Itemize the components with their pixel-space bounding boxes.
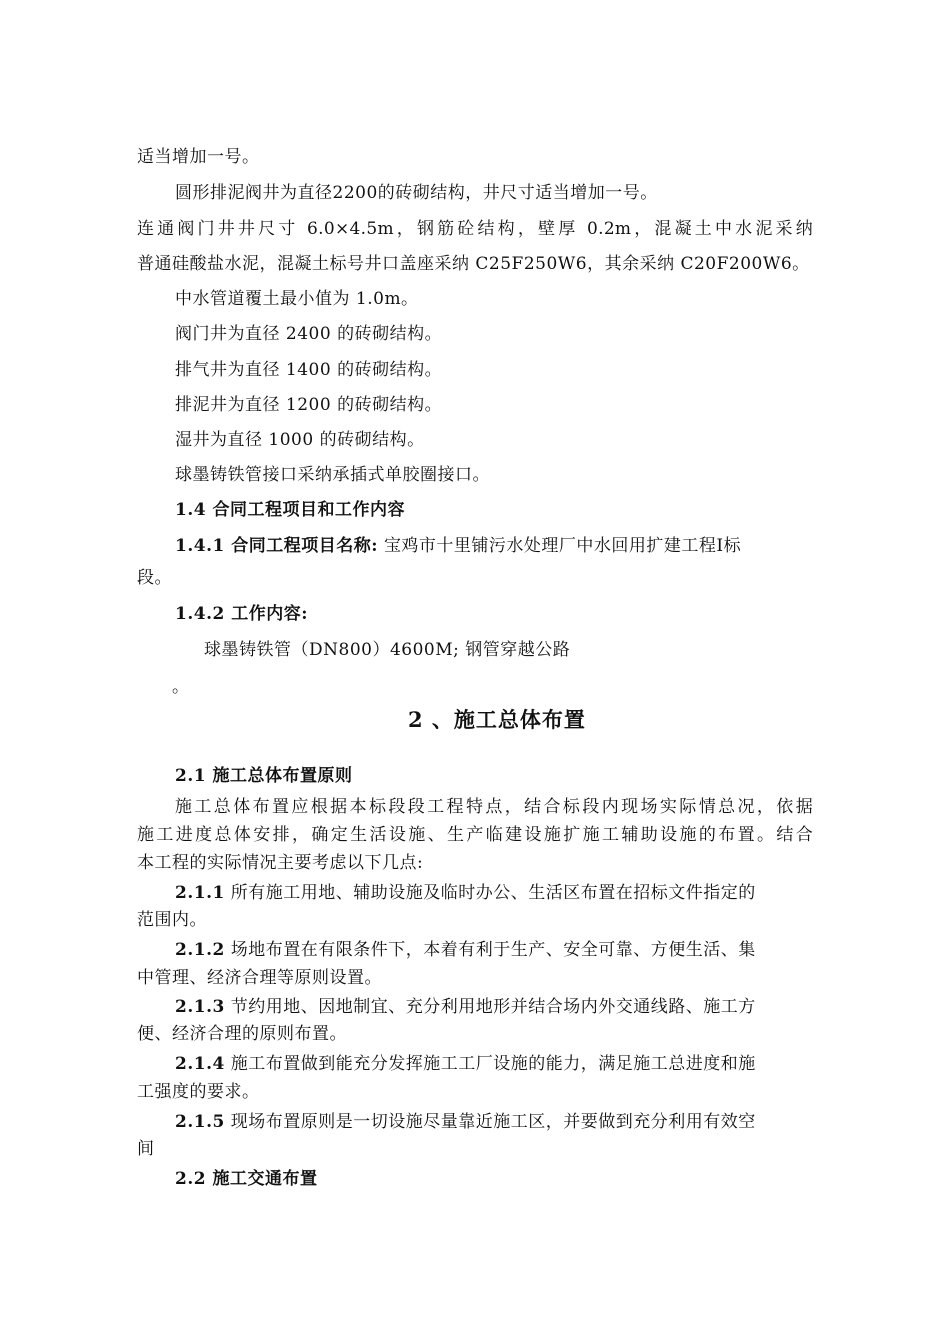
paragraph-line: 中管理、经济合理等原则设置。: [137, 968, 382, 988]
paragraph-line: 球墨铸铁管接口采纳承插式单胶圈接口。: [175, 465, 490, 485]
item-number: 2.1.4: [175, 1054, 225, 1074]
paragraph-line: 。: [172, 677, 190, 697]
paragraph-line: 阀门井为直径 2400 的砖砌结构。: [175, 324, 443, 344]
item-number: 2.1.1: [175, 883, 225, 903]
item-text: 施工布置做到能充分发挥施工工厂设施的能力，满足施工总进度和施: [224, 1054, 756, 1074]
paragraph-line: 便、经济合理的原则布置。: [137, 1024, 347, 1044]
numbered-item-2-1-5: [175, 1111, 756, 1133]
work-content-line: 球墨铸铁管（DN800）4600M; 钢管穿越公路: [204, 640, 571, 660]
numbered-item-2-1-4: [175, 1053, 756, 1075]
paragraph-line: 适当增加一号。: [137, 147, 260, 167]
paragraph-line: 范围内。: [137, 910, 207, 930]
item-number: 2.1.2: [175, 940, 225, 960]
paragraph-line: 段。: [137, 568, 172, 588]
contract-name: 宝鸡市十里铺污水处理厂中水回用扩建工程Ⅰ标: [383, 536, 742, 556]
paragraph-line: 湿井为直径 1000 的砖砌结构。: [175, 430, 425, 450]
item-text: 现场布置原则是一切设施尽量靠近施工区，并要做到充分利用有效空: [224, 1112, 756, 1132]
item-text: 场地布置在有限条件下，本着有利于生产、安全可靠、方便生活、集: [224, 940, 756, 960]
paragraph-line: 本工程的实际情况主要考虑以下几点:: [137, 853, 424, 873]
chapter-heading-2: 2 、施工总体布置: [408, 707, 586, 732]
paragraph-line: 施工总体布置应根据本标段段工程特点，结合标段内现场实际情总况，依据: [175, 797, 813, 817]
paragraph-line: 工强度的要求。: [137, 1082, 260, 1102]
numbered-item-2-1-3: [175, 996, 756, 1018]
contract-name-line: [175, 535, 741, 557]
subsection-heading-1-4-2: 1.4.2 工作内容:: [175, 604, 309, 624]
paragraph-line: 施工进度总体安排，确定生活设施、生产临建设施扩施工辅助设施的布置。结合: [137, 825, 813, 845]
item-number: 2.1.5: [175, 1112, 225, 1132]
paragraph-line: 连通阀门井井尺寸 6.0×4.5m，钢筋砼结构，壁厚 0.2m，混凝土中水泥采纳: [137, 219, 813, 239]
item-text: 节约用地、因地制宜、充分利用地形并结合场内外交通线路、施工方: [224, 997, 756, 1017]
item-text: 所有施工用地、辅助设施及临时办公、生活区布置在招标文件指定的: [224, 883, 756, 903]
paragraph-line: 普通硅酸盐水泥，混凝土标号井口盖座采纳 C25F250W6，其余采纳 C20F200W6。: [137, 254, 810, 274]
subsection-label-1-4-1: 1.4.1 合同工程项目名称:: [175, 536, 379, 556]
paragraph-line: 间: [137, 1139, 155, 1159]
paragraph-line: 排气井为直径 1400 的砖砌结构。: [175, 360, 443, 380]
section-heading-2-2: 2.2 施工交通布置: [175, 1169, 318, 1189]
paragraph-line: 圆形排泥阀井为直径2200的砖砌结构，井尺寸适当增加一号。: [175, 183, 658, 203]
section-heading-1-4: 1.4 合同工程项目和工作内容: [175, 500, 405, 520]
paragraph-line: 排泥井为直径 1200 的砖砌结构。: [175, 395, 443, 415]
numbered-item-2-1-1: [175, 882, 756, 904]
paragraph-line: 中水管道覆土最小值为 1.0m。: [175, 289, 419, 309]
item-number: 2.1.3: [175, 997, 225, 1017]
section-heading-2-1: 2.1 施工总体布置原则: [175, 766, 353, 786]
numbered-item-2-1-2: [175, 939, 756, 961]
